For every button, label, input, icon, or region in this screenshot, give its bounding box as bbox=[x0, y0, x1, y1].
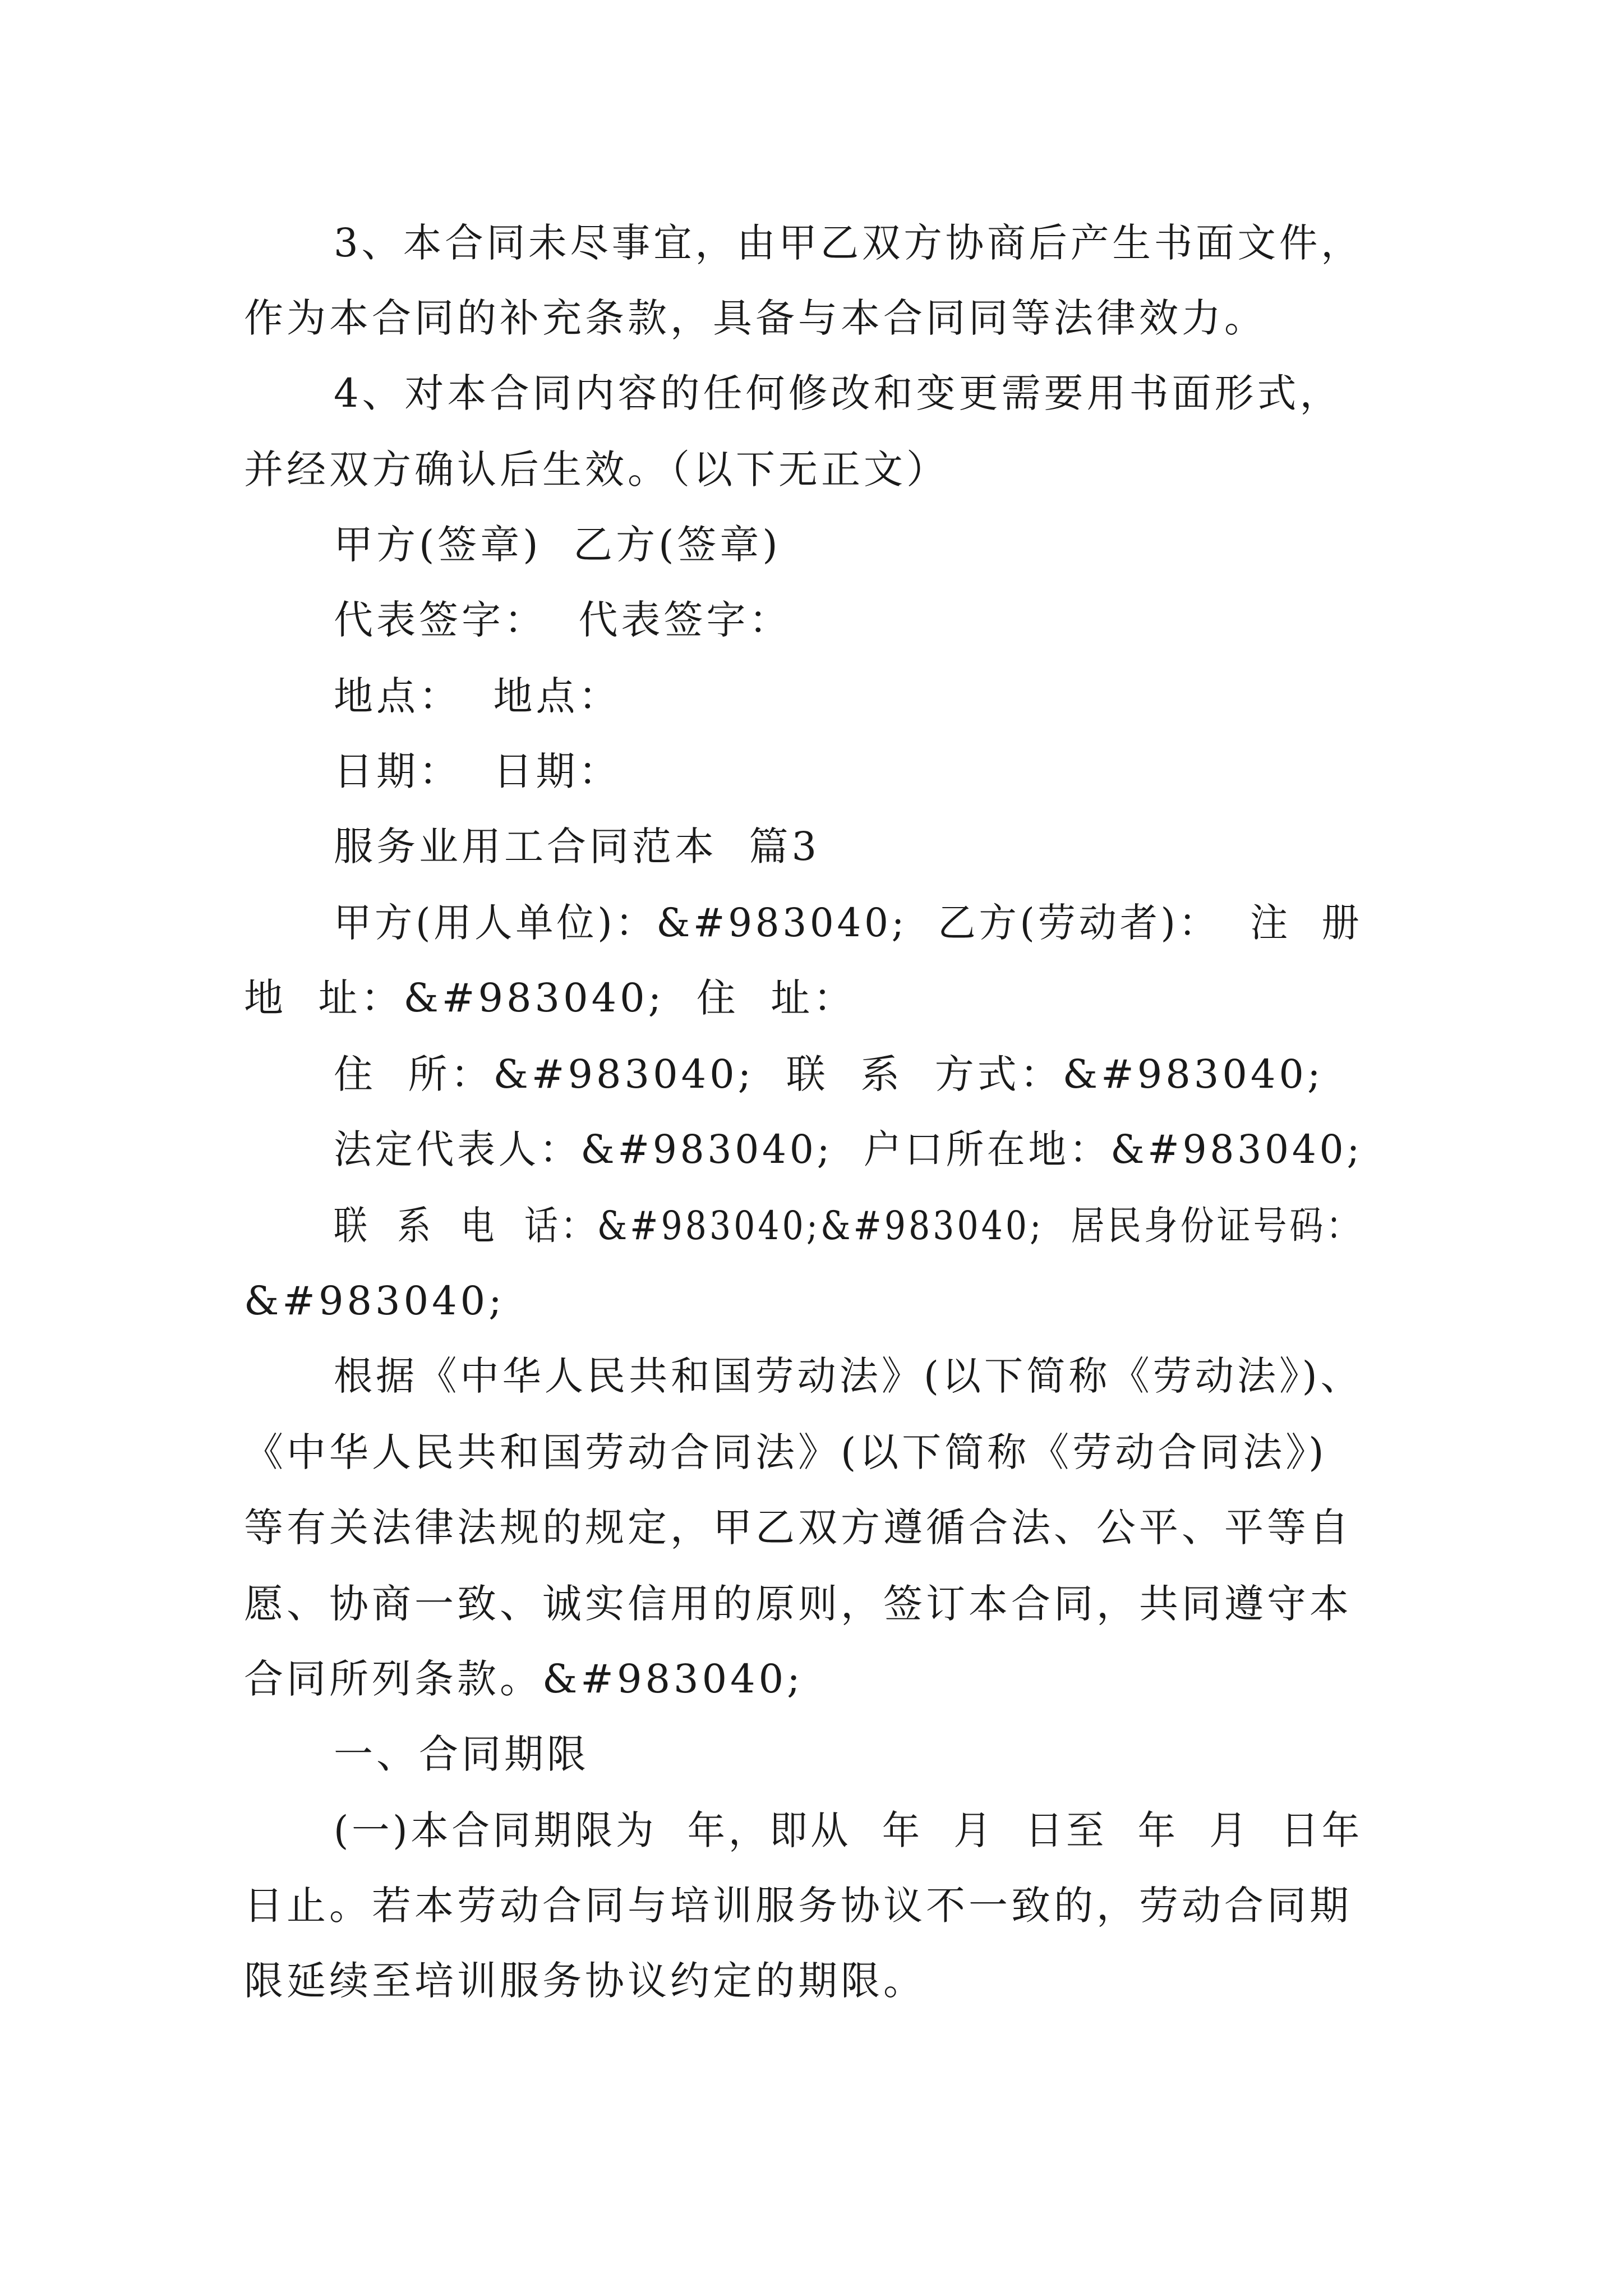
text-line: 代表签字： 代表签字： bbox=[334, 597, 792, 643]
text-line: 甲方(用人单位)：&#983040; 乙方(劳动者)： 注 册 bbox=[334, 900, 1363, 946]
text-line: 地 址：&#983040; 住 址： bbox=[244, 975, 856, 1021]
text-line: 根据《中华人民共和国劳动法》(以下简称《劳动法》)、 bbox=[334, 1353, 1363, 1399]
text-line: 愿、协商一致、诚实信用的原则，签订本合同，共同遵守本 bbox=[244, 1581, 1352, 1627]
section-heading: 一、合同期限 bbox=[334, 1731, 589, 1777]
text-line: 住 所：&#983040; 联 系 方式：&#983040; bbox=[334, 1051, 1324, 1097]
text-line: 甲方(签章) 乙方(签章) bbox=[334, 522, 781, 568]
text-line: 法定代表人：&#983040; 户口所在地：&#983040; bbox=[334, 1126, 1363, 1172]
text-line: 3、本合同未尽事宜，由甲乙双方协商后产生书面文件， bbox=[334, 220, 1363, 266]
text-line: 并经双方确认后生效。（以下无正文） bbox=[244, 447, 949, 493]
text-line: (一)本合同期限为 年，即从 年 月 日至 年 月 日年 bbox=[334, 1807, 1363, 1853]
text-line: 限延续至培训服务协议约定的期限。 bbox=[244, 1958, 926, 2004]
text-line: 日期： 日期： bbox=[334, 748, 621, 794]
text-line: &#983040; bbox=[244, 1278, 505, 1324]
section-heading: 服务业用工合同范本 篇3 bbox=[334, 823, 820, 869]
text-line: 作为本合同的补充条款，具备与本合同同等法律效力。 bbox=[244, 295, 1267, 341]
text-line: 合同所列条款。&#983040; bbox=[244, 1656, 804, 1702]
text-line: 等有关法律法规的规定，甲乙双方遵循合法、公平、平等自 bbox=[244, 1504, 1352, 1550]
text-line: 联 系 电 话：&#983040;&#983040; 居民身份证号码： bbox=[334, 1203, 1363, 1249]
text-line: 日止。若本劳动合同与培训服务协议不一致的，劳动合同期 bbox=[244, 1883, 1352, 1929]
text-line: 地点： 地点： bbox=[334, 673, 621, 719]
text-line: 《中华人民共和国劳动合同法》(以下简称《劳动合同法》) bbox=[244, 1429, 1327, 1475]
text-line: 4、对本合同内容的任何修改和变更需要用书面形式， bbox=[334, 370, 1343, 416]
